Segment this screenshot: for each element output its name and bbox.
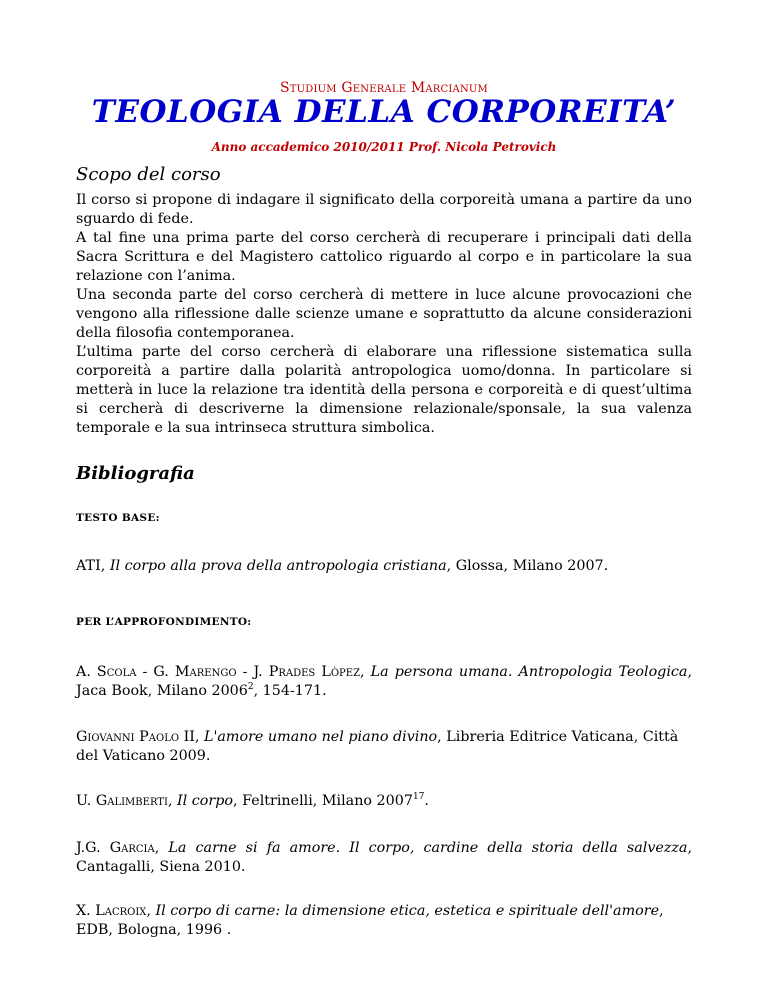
entry-author: Giovanni Paolo bbox=[76, 729, 180, 745]
scopo-paragraph: L’ultima parte del corso cercherà di elaborare una riflessione sistematica sulla corporeità a partire dalla polarità antropologica uomo/donna. In particolare si metterà in luce la relazione tra identità della persona e corporeità e di quest’ultima si cercherà di descriverne la dimensione relazionale/sponsale, la sua valenza temporale e la sua intrinseca struttura simbolica. bbox=[76, 344, 692, 436]
entry-separator: , bbox=[167, 793, 178, 809]
bibliography-entry bbox=[76, 663, 692, 701]
academic-year-professor: Anno accademico 2010/2011 Prof. Nicola Petrovich bbox=[211, 140, 557, 154]
entry-author: A. Scola - G. Marengo - J. Prades Lòpez bbox=[76, 664, 361, 680]
bibliography-entry bbox=[76, 839, 692, 877]
entry-publication: , EDB, Bologna, 1996 . bbox=[76, 903, 664, 938]
edition-superscript: 17 bbox=[412, 792, 425, 803]
bibliography-entry-base bbox=[76, 557, 692, 576]
entry-title: Il corpo bbox=[177, 793, 233, 809]
approfondimento-label: PER L’APPROFONDIMENTO: bbox=[76, 616, 252, 628]
entry-separator: , bbox=[360, 664, 371, 680]
entry-author: U. Galimberti bbox=[76, 793, 168, 809]
entry-publication: , Cantagalli, Siena 2010. bbox=[76, 840, 692, 875]
entry-title: Il corpo alla prova della antropologia cristiana bbox=[109, 558, 447, 574]
entry-title: Il corpo di carne: la dimensione etica, estetica e spirituale dell'amore bbox=[155, 903, 660, 919]
entry-separator: , bbox=[146, 903, 156, 919]
institution-name: Studium Generale Marcianum bbox=[280, 80, 488, 96]
entry-tail: . bbox=[424, 793, 429, 809]
bibliography-entry bbox=[76, 728, 692, 766]
entry-publication: , Libreria Editrice Vaticana, Città del Vaticano 2009. bbox=[76, 729, 679, 764]
entry-author: X. Lacroix bbox=[76, 903, 147, 919]
course-title: TEOLOGIA DELLA CORPOREITA’ bbox=[91, 94, 677, 130]
edition-superscript: 2 bbox=[247, 682, 254, 693]
entry-separator: II, bbox=[179, 729, 204, 745]
entry-publication: , Feltrinelli, Milano 2007 bbox=[233, 793, 413, 809]
entry-title: La carne si fa amore. Il corpo, cardine della storia della salvezza bbox=[168, 840, 688, 856]
entry-publication: , Jaca Book, Milano 2006 bbox=[76, 664, 692, 699]
scopo-paragraph: Una seconda parte del corso cercherà di mettere in luce alcune provocazioni che vengono alla riflessione dalle scienze umane e soprattutto da alcune considerazioni della filosofia contemporanea. bbox=[76, 287, 692, 341]
scopo-body bbox=[76, 191, 692, 438]
entry-separator: , bbox=[154, 840, 169, 856]
scopo-heading: Scopo del corso bbox=[76, 164, 221, 185]
bibliografia-heading: Bibliografia bbox=[76, 463, 195, 484]
testo-base-label: TESTO BASE: bbox=[76, 512, 160, 524]
entry-title: La persona umana. Antropologia Teologica bbox=[370, 664, 688, 680]
bibliography-entry bbox=[76, 792, 692, 811]
entry-author: J.G. Garcia bbox=[76, 840, 155, 856]
entry-publication: , Glossa, Milano 2007. bbox=[446, 558, 609, 574]
entry-title: L'amore umano nel piano divino bbox=[203, 729, 438, 745]
entry-author: ATI, bbox=[76, 558, 110, 574]
scopo-paragraph: Il corso si propone di indagare il significato della corporeità umana a partire da uno sguardo di fede. bbox=[76, 192, 692, 227]
scopo-paragraph: A tal fine una prima parte del corso cercherà di recuperare i principali dati della Sacra Scrittura e del Magistero cattolico riguardo al corpo e in particolare la sua relazione con l’anima. bbox=[76, 230, 692, 284]
entry-tail: , 154-171. bbox=[253, 683, 327, 699]
bibliography-entry bbox=[76, 902, 692, 940]
